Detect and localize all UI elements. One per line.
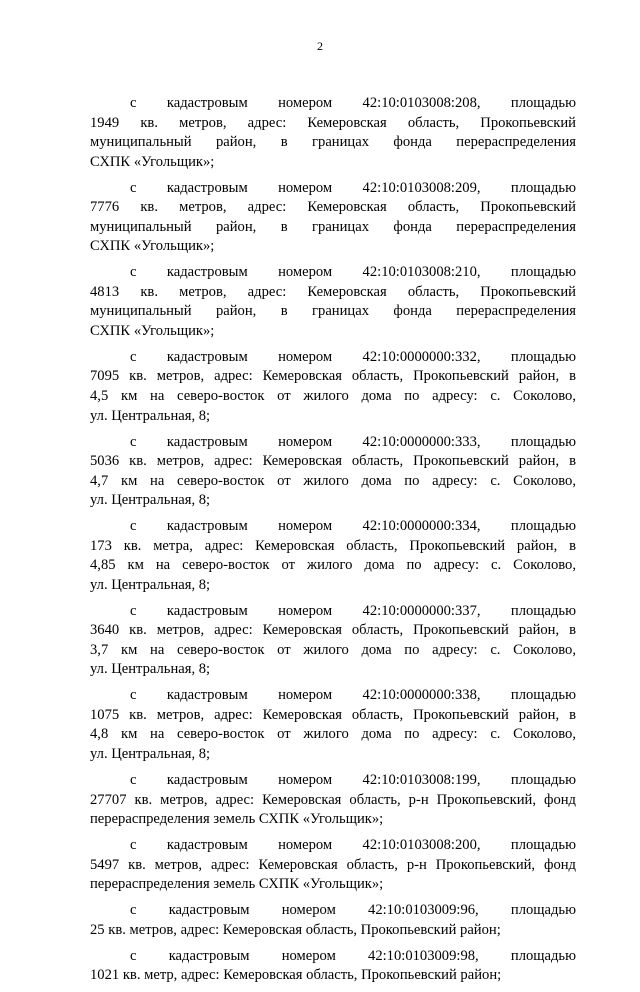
land-plot-paragraph (90, 517, 576, 595)
paragraph-line: ул. Центральная, 8; (90, 746, 211, 763)
land-plot-paragraph (90, 348, 576, 426)
paragraph-line: 4,85 км на северо-восток от жилого дома по адресу: с. Соколово, (90, 557, 576, 574)
paragraph-line: 1021 кв. метр, адрес: Кемеровская область, Прокопьевский район; (90, 967, 502, 984)
land-plot-paragraph (90, 602, 576, 680)
paragraph-line: 1949 кв. метров, адрес: Кемеровская область, Прокопьевский (90, 114, 576, 131)
paragraph-line: ул. Центральная, 8; (90, 407, 211, 424)
paragraph-line: СХПК «Угольщик»; (90, 238, 215, 255)
paragraph-line: СХПК «Угольщик»; (90, 322, 215, 339)
paragraph-line: с кадастровым номером 42:10:0103008:200, площадью (130, 837, 576, 854)
paragraph-line: с кадастровым номером 42:10:0103008:209, площадью (130, 179, 576, 196)
paragraph-line: 27707 кв. метров, адрес: Кемеровская область, р-н Прокопьевский, фонд (90, 791, 576, 808)
paragraph-line: с кадастровым номером 42:10:0000000:332, площадью (130, 348, 576, 365)
paragraph-line: с кадастровым номером 42:10:0000000:338, площадью (130, 687, 576, 704)
document-body (90, 94, 576, 992)
paragraph-line: перераспределения земель СХПК «Угольщик»; (90, 811, 384, 828)
land-plot-paragraph (90, 263, 576, 341)
land-plot-paragraph (90, 94, 576, 172)
paragraph-line: СХПК «Угольщик»; (90, 153, 215, 170)
land-plot-paragraph (90, 836, 576, 895)
paragraph-line: 1075 кв. метров, адрес: Кемеровская область, Прокопьевский район, в (90, 706, 576, 723)
paragraph-line: с кадастровым номером 42:10:0103009:96, площадью (130, 902, 576, 919)
land-plot-paragraph (90, 686, 576, 764)
paragraph-line: 4,8 км на северо-восток от жилого дома по адресу: с. Соколово, (90, 726, 576, 743)
paragraph-line: 5497 кв. метров, адрес: Кемеровская область, р-н Прокопьевский, фонд (90, 856, 576, 873)
paragraph-line: муниципальный район, в границах фонда перераспределения (90, 303, 576, 320)
paragraph-line: 4,7 км на северо-восток от жилого дома по адресу: с. Соколово, (90, 472, 576, 489)
land-plot-paragraph (90, 947, 576, 986)
paragraph-line: перераспределения земель СХПК «Угольщик»; (90, 876, 384, 893)
paragraph-line: 4,5 км на северо-восток от жилого дома по адресу: с. Соколово, (90, 387, 576, 404)
paragraph-line: 7776 кв. метров, адрес: Кемеровская область, Прокопьевский (90, 199, 576, 216)
paragraph-line: 4813 кв. метров, адрес: Кемеровская область, Прокопьевский (90, 283, 576, 300)
paragraph-line: с кадастровым номером 42:10:0103008:199, площадью (130, 772, 576, 788)
land-plot-paragraph (90, 901, 576, 940)
paragraph-line: с кадастровым номером 42:10:0103008:210, площадью (130, 264, 576, 281)
paragraph-line: ул. Центральная, 8; (90, 661, 211, 678)
paragraph-line: 3640 кв. метров, адрес: Кемеровская область, Прокопьевский район, в (90, 622, 576, 639)
land-plot-paragraph (90, 771, 576, 830)
paragraph-line: 173 кв. метра, адрес: Кемеровская область, Прокопьевский район, в (90, 537, 576, 554)
page-number: 2 (317, 39, 323, 53)
paragraph-line: 3,7 км на северо-восток от жилого дома по адресу: с. Соколово, (90, 641, 576, 658)
paragraph-line: ул. Центральная, 8; (90, 576, 211, 593)
paragraph-line: 5036 кв. метров, адрес: Кемеровская область, Прокопьевский район, в (90, 453, 576, 470)
land-plot-paragraph (90, 433, 576, 511)
paragraph-line: с кадастровым номером 42:10:0000000:337, площадью (130, 602, 576, 619)
paragraph-line: муниципальный район, в границах фонда перераспределения (90, 218, 576, 235)
paragraph-line: с кадастровым номером 42:10:0103009:98, площадью (130, 947, 576, 964)
paragraph-line: ул. Центральная, 8; (90, 492, 211, 509)
paragraph-line: муниципальный район, в границах фонда перераспределения (90, 134, 576, 151)
paragraph-line: 25 кв. метров, адрес: Кемеровская область, Прокопьевский район; (90, 921, 501, 938)
paragraph-line: 7095 кв. метров, адрес: Кемеровская область, Прокопьевский район, в (90, 368, 576, 385)
land-plot-paragraph (90, 179, 576, 257)
paragraph-line: с кадастровым номером 42:10:0103008:208, площадью (130, 95, 576, 111)
paragraph-line: с кадастровым номером 42:10:0000000:334, площадью (130, 518, 576, 535)
paragraph-line: с кадастровым номером 42:10:0000000:333, площадью (130, 433, 576, 450)
